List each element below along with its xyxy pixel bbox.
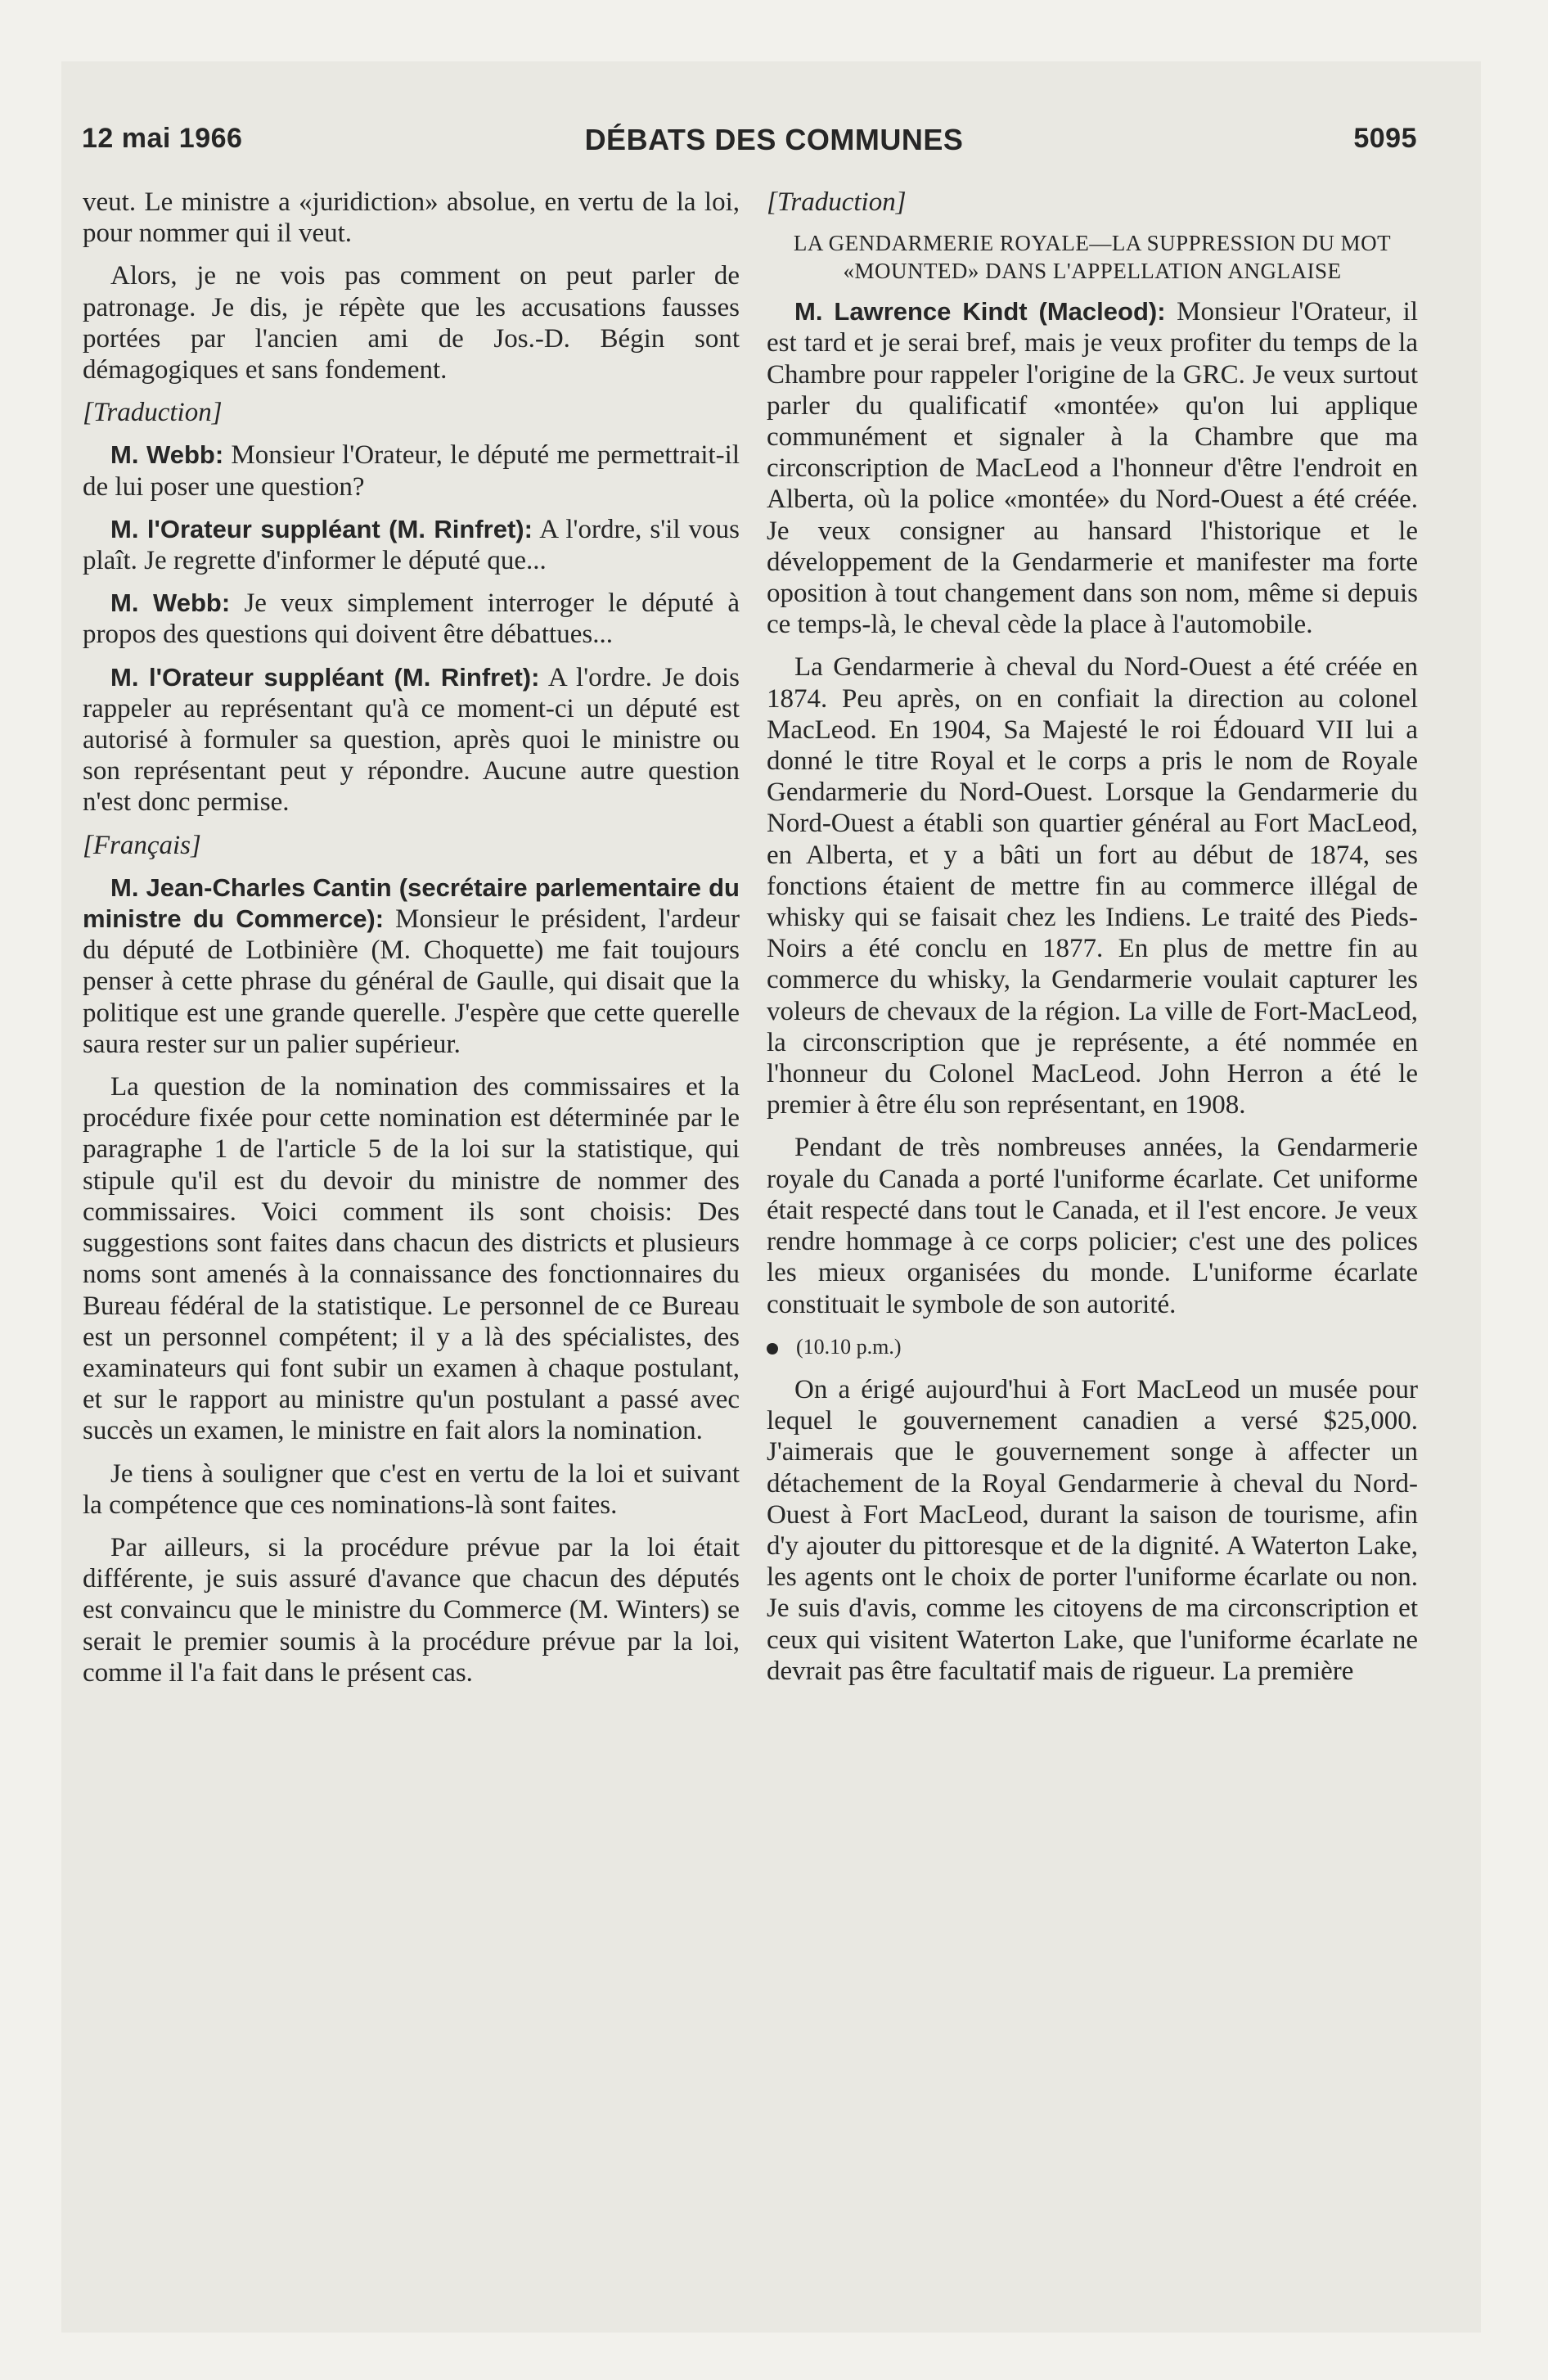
speech <box>83 662 740 818</box>
language-tag: [Français] <box>83 830 201 860</box>
speech-text: Je veux simplement interroger le député à propos des questions qui doivent être débattues... <box>83 588 740 650</box>
right-column <box>767 187 1418 1698</box>
time-text: (10.10 p.m.) <box>796 1334 902 1359</box>
paragraph: On a érigé aujourd'hui à Fort MacLeod un musée pour lequel le gouvernement canadien a versé $25,000. J'aimerais que le gouvernement songe à affecter un détachement de la Royal Gendarmerie à cheval du Nord-Ouest à Fort MacLeod, durant la saison de tourisme, afin d'y ajouter du pittoresque et de la dignité. A Waterton Lake, les agents ont le choix de porter l'uniforme écarlate ou non. Je suis d'avis, comme les citoyens de ma circonscription et ceux qui visitent Waterton Lake, que l'uniforme écarlate ne devrait pas être facultatif mais de rigueur. La première <box>767 1374 1418 1686</box>
language-tag: [Traduction] <box>767 187 907 217</box>
speech-text: A l'ordre, s'il vous plaît. Je regrette d'informer le député que... <box>83 514 740 576</box>
speech <box>83 514 740 576</box>
speaker-name: M. l'Orateur suppléant (M. Rinfret): <box>110 514 533 543</box>
speech-text: A l'ordre. Je dois rappeler au représentant qu'à ce moment-ci un député est autorisé à formuler sa question, après quoi le ministre ou son représentant peut y répondre. Aucune autre question n'est donc permise. <box>83 662 740 818</box>
speech <box>83 439 740 502</box>
bullet-icon <box>767 1343 778 1355</box>
speaker-name: M. Lawrence Kindt (Macleod): <box>794 297 1166 327</box>
speaker-name: M. Webb: <box>110 588 231 618</box>
section-heading: LA GENDARMERIE ROYALE—LA SUPPRESSION DU MOT «MOUNTED» DANS L'APPELLATION ANGLAISE <box>793 231 1392 284</box>
paragraph: Pendant de très nombreuses années, la Gendarmerie royale du Canada a porté l'uniforme écarlate. Cet uniforme était respecté dans tout le Canada, et il l'est encore. Je veux rendre hommage à ce corps policier; c'est une des polices les mieux organisées du monde. L'uniforme écarlate constituait le symbole de son autorité. <box>767 1133 1418 1319</box>
paragraph: La question de la nomination des commissaires et la procédure fixée pour cette nomination est déterminée par le paragraphe 1 de l'article 5 de la loi sur la statistique, qui stipule qu'il est du devoir du ministre de nommer des commissaires. Voici comment ils sont choisis: Des suggestions sont faites dans chacun des districts et plusieurs noms sont amenés à la connaissance des fonctionnaires du Bureau fédéral de la statistique. Le personnel de ce Bureau est un personnel compétent; il y a là des spécialistes, des examinateurs qui font subir un examen à chaque postulant, et sur le rapport au ministre qu'un postulant a passé avec succès un examen, le ministre en fait alors la nomination. <box>83 1072 740 1446</box>
page-title: DÉBATS DES COMMUNES <box>584 123 964 156</box>
time-stamp <box>767 1332 1418 1363</box>
speech-text: Monsieur le président, l'ardeur du député de Lotbinière (M. Choquette) me fait toujours penser à cette phrase du général de Gaulle, qui disait que la politique est une grande querelle. J'espère que cette querelle saura rester sur un palier supérieur. <box>83 904 740 1059</box>
paragraph: Par ailleurs, si la procédure prévue par la loi était différente, je suis assuré d'avance que chacun des députés est convaincu que le ministre du Commerce (M. Winters) se serait le premier soumis à la procédure prévue par la loi, comme il l'a fait dans le présent cas. <box>83 1532 740 1688</box>
speech-text: Monsieur l'Orateur, il est tard et je serai bref, mais je veux profiter du temps de la Chambre pour rappeler l'origine de la GRC. Je veux surtout parler du qualificatif «montée» qu'on lui applique communément et signaler à la Chambre que ma circonscription de MacLeod a l'honneur d'être l'endroit en Alberta, où la police «montée» du Nord-Ouest a été créée. Je veux consigner au hansard l'historique et le développement de la Gendarmerie et manifester ma forte oposition à tout changement dans son nom, même si depuis ce temps-là, le cheval cède la place à l'automobile. <box>767 297 1419 640</box>
left-column <box>83 187 740 1700</box>
paragraph: veut. Le ministre a «juridiction» absolue, en vertu de la loi, pour nommer qui il veut. <box>83 187 740 249</box>
language-tag: [Traduction] <box>83 398 223 428</box>
paragraph: Je tiens à souligner que c'est en vertu de la loi et suivant la compétence que ces nominations-là sont faites. <box>83 1458 740 1520</box>
page-number: 5095 <box>1353 123 1417 154</box>
speech <box>83 588 740 650</box>
paragraph: La Gendarmerie à cheval du Nord-Ouest a été créée en 1874. Peu après, on en confiait la direction au colonel MacLeod. En 1904, Sa Majesté le roi Édouard VII lui a donné le titre Royal et le corps a pris le nom de Royale Gendarmerie du Nord-Ouest. Lorsque la Gendarmerie du Nord-Ouest a établi son quartier général au Fort MacLeod, en Alberta, et y a bâti un fort au début de 1874, ses fonctions étaient de mettre fin au commerce illégal de whisky qui se faisait chez les Indiens. Le traité des Pieds-Noirs a été conclu en 1877. En plus de mettre fin au commerce du whisky, la Gendarmerie voulait capturer les voleurs de chevaux de la région. La ville de Fort-MacLeod, la circonscription que je représente, a été nommée en l'honneur du Colonel MacLeod. John Herron a été le premier à être élu son représentant, en 1908. <box>767 652 1418 1120</box>
paragraph: Alors, je ne vois pas comment on peut parler de patronage. Je dis, je répète que les accusations fausses portées par l'ancien ami de Jos.-D. Bégin sont démagogiques et sans fondement. <box>83 261 740 385</box>
speaker-name: M. l'Orateur suppléant (M. Rinfret): <box>110 662 540 692</box>
speech <box>767 296 1418 640</box>
speech-text: Monsieur l'Orateur, le député me permettrait-il de lui poser une question? <box>83 440 740 502</box>
speaker-name: M. Webb: <box>110 440 224 470</box>
page-date: 12 mai 1966 <box>82 123 243 154</box>
speech <box>83 872 740 1060</box>
speaker-name: M. Jean-Charles Cantin (secrétaire parlementaire du ministre du Commerce): <box>83 872 740 934</box>
